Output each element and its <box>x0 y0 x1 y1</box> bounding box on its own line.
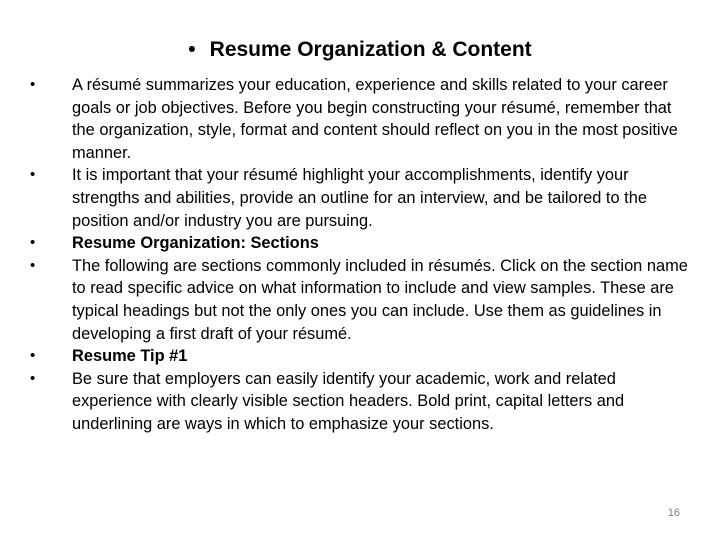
bullet-icon: • <box>30 76 36 93</box>
section-heading-text: Resume Organization: Sections <box>72 234 319 253</box>
tip-heading-text: Resume Tip #1 <box>72 347 188 366</box>
list-item <box>30 74 695 164</box>
bullet-icon: • <box>30 369 36 387</box>
list-item <box>30 164 695 232</box>
list-item-heading <box>30 232 695 255</box>
bullet-icon: • <box>30 234 36 252</box>
list-item-text: Be sure that employers can easily identify your academic, work and related experience with clearly visible section headers. Bold print, capital letters and underlining are ways in which to emphasize your sections. <box>72 369 625 433</box>
title-text: Resume Organization & Content <box>209 38 532 61</box>
bullet-list <box>30 74 695 436</box>
list-item <box>30 255 695 345</box>
list-item-text: The following are sections commonly included in résumés. Click on the section name to read specific advice on what information to include and view samples. These are typical headings but not the only ones you can include. Use them as guidelines in developing a first draft of your résumé. <box>72 256 688 343</box>
list-item-text: A résumé summarizes your education, experience and skills related to your career goals or job objectives. Before you begin constructing your résumé, remember that the organization, style, format and content should reflect on you in the most positive manner. <box>72 76 678 162</box>
list-item-heading <box>30 345 695 368</box>
bullet-icon: • <box>30 166 36 184</box>
bullet-icon: • <box>30 256 36 274</box>
list-item <box>30 368 695 436</box>
title-bullet: • <box>188 38 196 61</box>
list-item-text: It is important that your résumé highlight your accomplishments, identify your strengths and abilities, provide an outline for an interview, and be tailored to the position and/or industry you are pursuing. <box>72 166 647 230</box>
bullet-icon: • <box>30 347 36 365</box>
slide-title <box>0 36 720 64</box>
page-number: 16 <box>667 507 680 519</box>
